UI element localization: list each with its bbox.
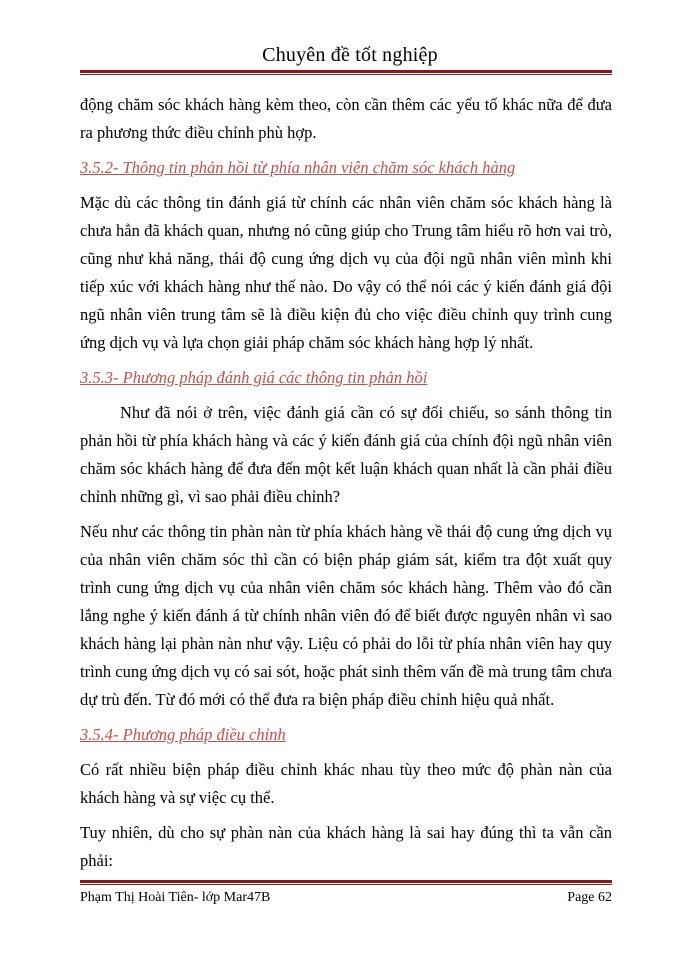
paragraph: Mặc dù các thông tin đánh giá từ chính các nhân viên chăm sóc khách hàng là chưa hẳn đã khách quan, nhưng nó cũng giúp cho Trung tâm hiểu rõ hơn vai trò, cũng như khả năng, thái độ cung ứng dịch vụ của đội ngũ nhân viên mình khi tiếp xúc với khách hàng như thế nào. Do vậy có thể nói các ý kiến đánh giá đội ngũ nhân viên trung tâm sẽ là điều kiện đủ cho việc điều chỉnh quy trình cung ứng dịch vụ và lựa chọn giải pháp chăm sóc khách hàng hợp lý nhất.	[80, 193, 612, 352]
page-header-title: Chuyên đề tốt nghiệp	[262, 44, 438, 66]
section-heading-3-5-3: 3.5.3- Phương pháp đánh giá các thông tin phản hồi	[80, 368, 428, 387]
footer-author: Phạm Thị Hoài Tiên- lớp Mar47B	[80, 890, 271, 905]
paragraph: Nếu như các thông tin phàn nàn từ phía khách hàng về thái độ cung ứng dịch vụ của nhân viên chăm sóc thì cần có biện pháp giám sát, kiểm tra đột xuất quy trình cung ứng dịch vụ của nhân viên chăm sóc khách hàng. Thêm vào đó cần lắng nghe ý kiến đánh á từ chính nhân viên đó để biết được nguyên nhân vì sao khách hàng lại phàn nàn như vậy. Liệu có phải do lỗi từ phía nhân viên hay quy trình cung ứng dịch vụ có sai sót, hoặc phát sinh thêm vấn đề mà trung tâm chưa dự trù đến. Từ đó mới có thể đưa ra biện pháp điều chỉnh hiệu quả nhất.	[80, 522, 613, 709]
paragraph: động chăm sóc khách hàng kèm theo, còn cần thêm các yếu tố khác nữa để đưa ra phương thức điều chỉnh phù hợp.	[80, 95, 612, 142]
section-heading-3-5-2: 3.5.2- Thông tin phản hồi từ phía nhân viên chăm sóc khách hàng	[80, 158, 516, 177]
document-body	[80, 91, 612, 882]
paragraph: Như đã nói ở trên, việc đánh giá cần có sự đối chiếu, so sánh thông tin phản hồi từ phía khách hàng và các ý kiến đánh giá của chính đội ngũ nhân viên chăm sóc khách hàng để đưa đến một kết luận khách quan nhất là cần phải điều chỉnh những gì, vì sao phải điều chỉnh?	[80, 403, 612, 506]
section-heading-3-5-4: 3.5.4- Phương pháp điều chỉnh	[80, 725, 286, 744]
header-divider	[80, 70, 612, 75]
page-number: Page 62	[567, 890, 612, 905]
footer-divider	[80, 880, 612, 885]
paragraph: Tuy nhiên, dù cho sự phàn nàn của khách hàng là sai hay đúng thì ta vẫn cần phải:	[80, 823, 612, 870]
paragraph: Có rất nhiều biện pháp điều chỉnh khác nhau tùy theo mức độ phàn nàn của khách hàng và sự việc cụ thể.	[80, 760, 612, 807]
